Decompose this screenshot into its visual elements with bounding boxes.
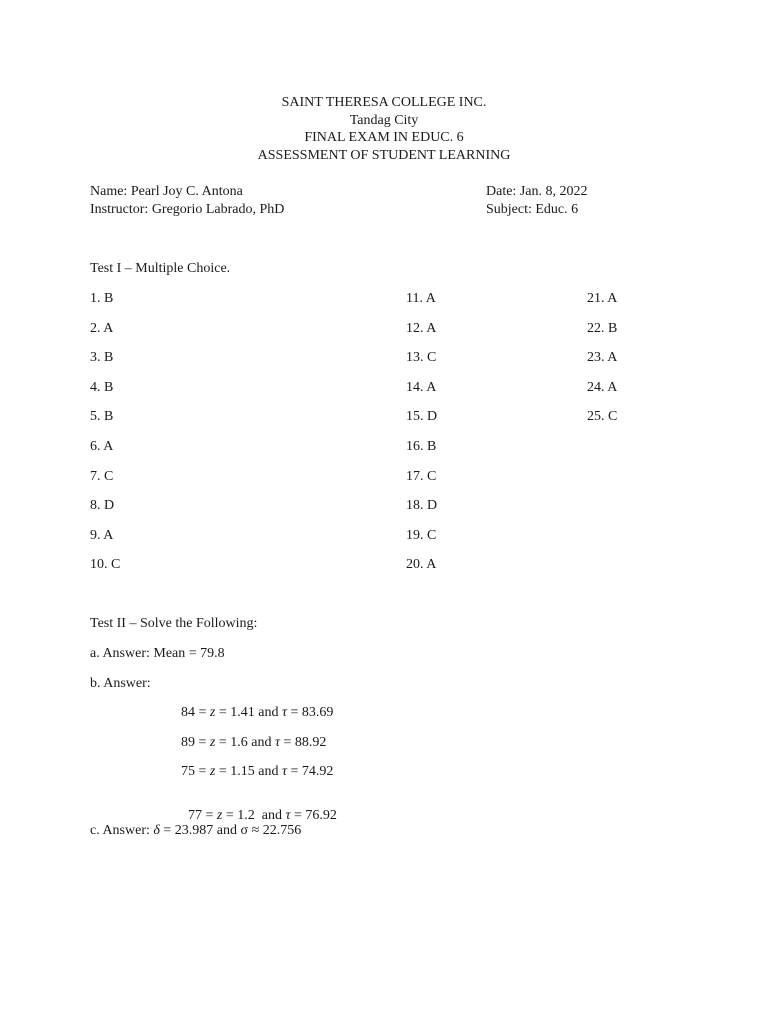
answer-b-label: b. Answer: — [90, 676, 151, 691]
answer-item: 7. C — [90, 468, 114, 484]
test1-title: Test I – Multiple Choice. — [90, 261, 231, 276]
tau-symbol: τ — [281, 764, 287, 779]
exam-subject: Subject: Educ. 6 — [486, 202, 579, 217]
answer-item: 10. C — [90, 557, 121, 573]
student-name: Name: Pearl Joy C. Antona — [90, 184, 243, 199]
answer-c: c. Answer: δ = 23.987 and σ ≈ 22.756 — [90, 823, 302, 838]
answer-item: 21. A — [587, 291, 618, 306]
school-name: SAINT THERESA COLLEGE INC. — [281, 95, 487, 110]
answer-item: 4. B — [90, 379, 114, 395]
answer-item: 24. A — [587, 379, 618, 395]
answer-b-line-4: 77 = z = 1.2 and τ = 76.92 — [188, 808, 337, 823]
school-city: Tandag City — [349, 113, 419, 128]
exam-date: Date: Jan. 8, 2022 — [486, 184, 588, 199]
answer-item: 22. B — [587, 320, 618, 336]
answer-item: 17. C — [406, 468, 437, 484]
answer-item: 11. A — [406, 291, 436, 306]
answer-a: a. Answer: Mean = 79.8 — [90, 646, 225, 661]
tau-symbol: τ — [274, 735, 280, 750]
z-symbol: z — [209, 705, 216, 720]
answers-column-1 — [90, 292, 120, 588]
answer-item: 3. B — [90, 350, 114, 366]
answer-item: 18. D — [406, 498, 438, 514]
answer-item: 12. A — [406, 320, 437, 336]
delta-symbol: δ — [153, 823, 160, 838]
answer-item: 25. C — [587, 409, 618, 425]
answer-item: 5. B — [90, 409, 114, 425]
answer-item: 20. A — [406, 557, 437, 573]
test2-title: Test II – Solve the Following: — [90, 616, 258, 631]
answer-item: 23. A — [587, 350, 618, 366]
exam-title: FINAL EXAM IN EDUC. 6 — [304, 130, 464, 145]
answers-column-3 — [587, 292, 617, 440]
answer-item: 2. A — [90, 320, 114, 336]
answer-item: 19. C — [406, 527, 437, 543]
z-symbol: z — [216, 808, 223, 823]
answer-b-line-3: 75 = z = 1.15 and τ = 74.92 — [181, 764, 334, 779]
z-symbol: z — [209, 764, 216, 779]
tau-symbol: τ — [285, 808, 291, 823]
answer-item: 6. A — [90, 438, 114, 454]
answer-b-line-1: 84 = z = 1.41 and τ = 83.69 — [181, 705, 334, 720]
tau-symbol: τ — [281, 705, 287, 720]
answer-item: 1. B — [90, 291, 114, 306]
answer-item: 8. D — [90, 498, 115, 514]
instructor-name: Instructor: Gregorio Labrado, PhD — [90, 202, 285, 217]
course-title: ASSESSMENT OF STUDENT LEARNING — [257, 148, 511, 163]
answer-item: 16. B — [406, 438, 437, 454]
answer-item: 9. A — [90, 527, 114, 543]
answer-item: 14. A — [406, 379, 437, 395]
answers-column-2 — [406, 292, 437, 588]
answer-b-line-2: 89 = z = 1.6 and τ = 88.92 — [181, 735, 327, 750]
z-symbol: z — [209, 735, 216, 750]
answer-item: 15. D — [406, 409, 438, 425]
answer-item: 13. C — [406, 350, 437, 366]
